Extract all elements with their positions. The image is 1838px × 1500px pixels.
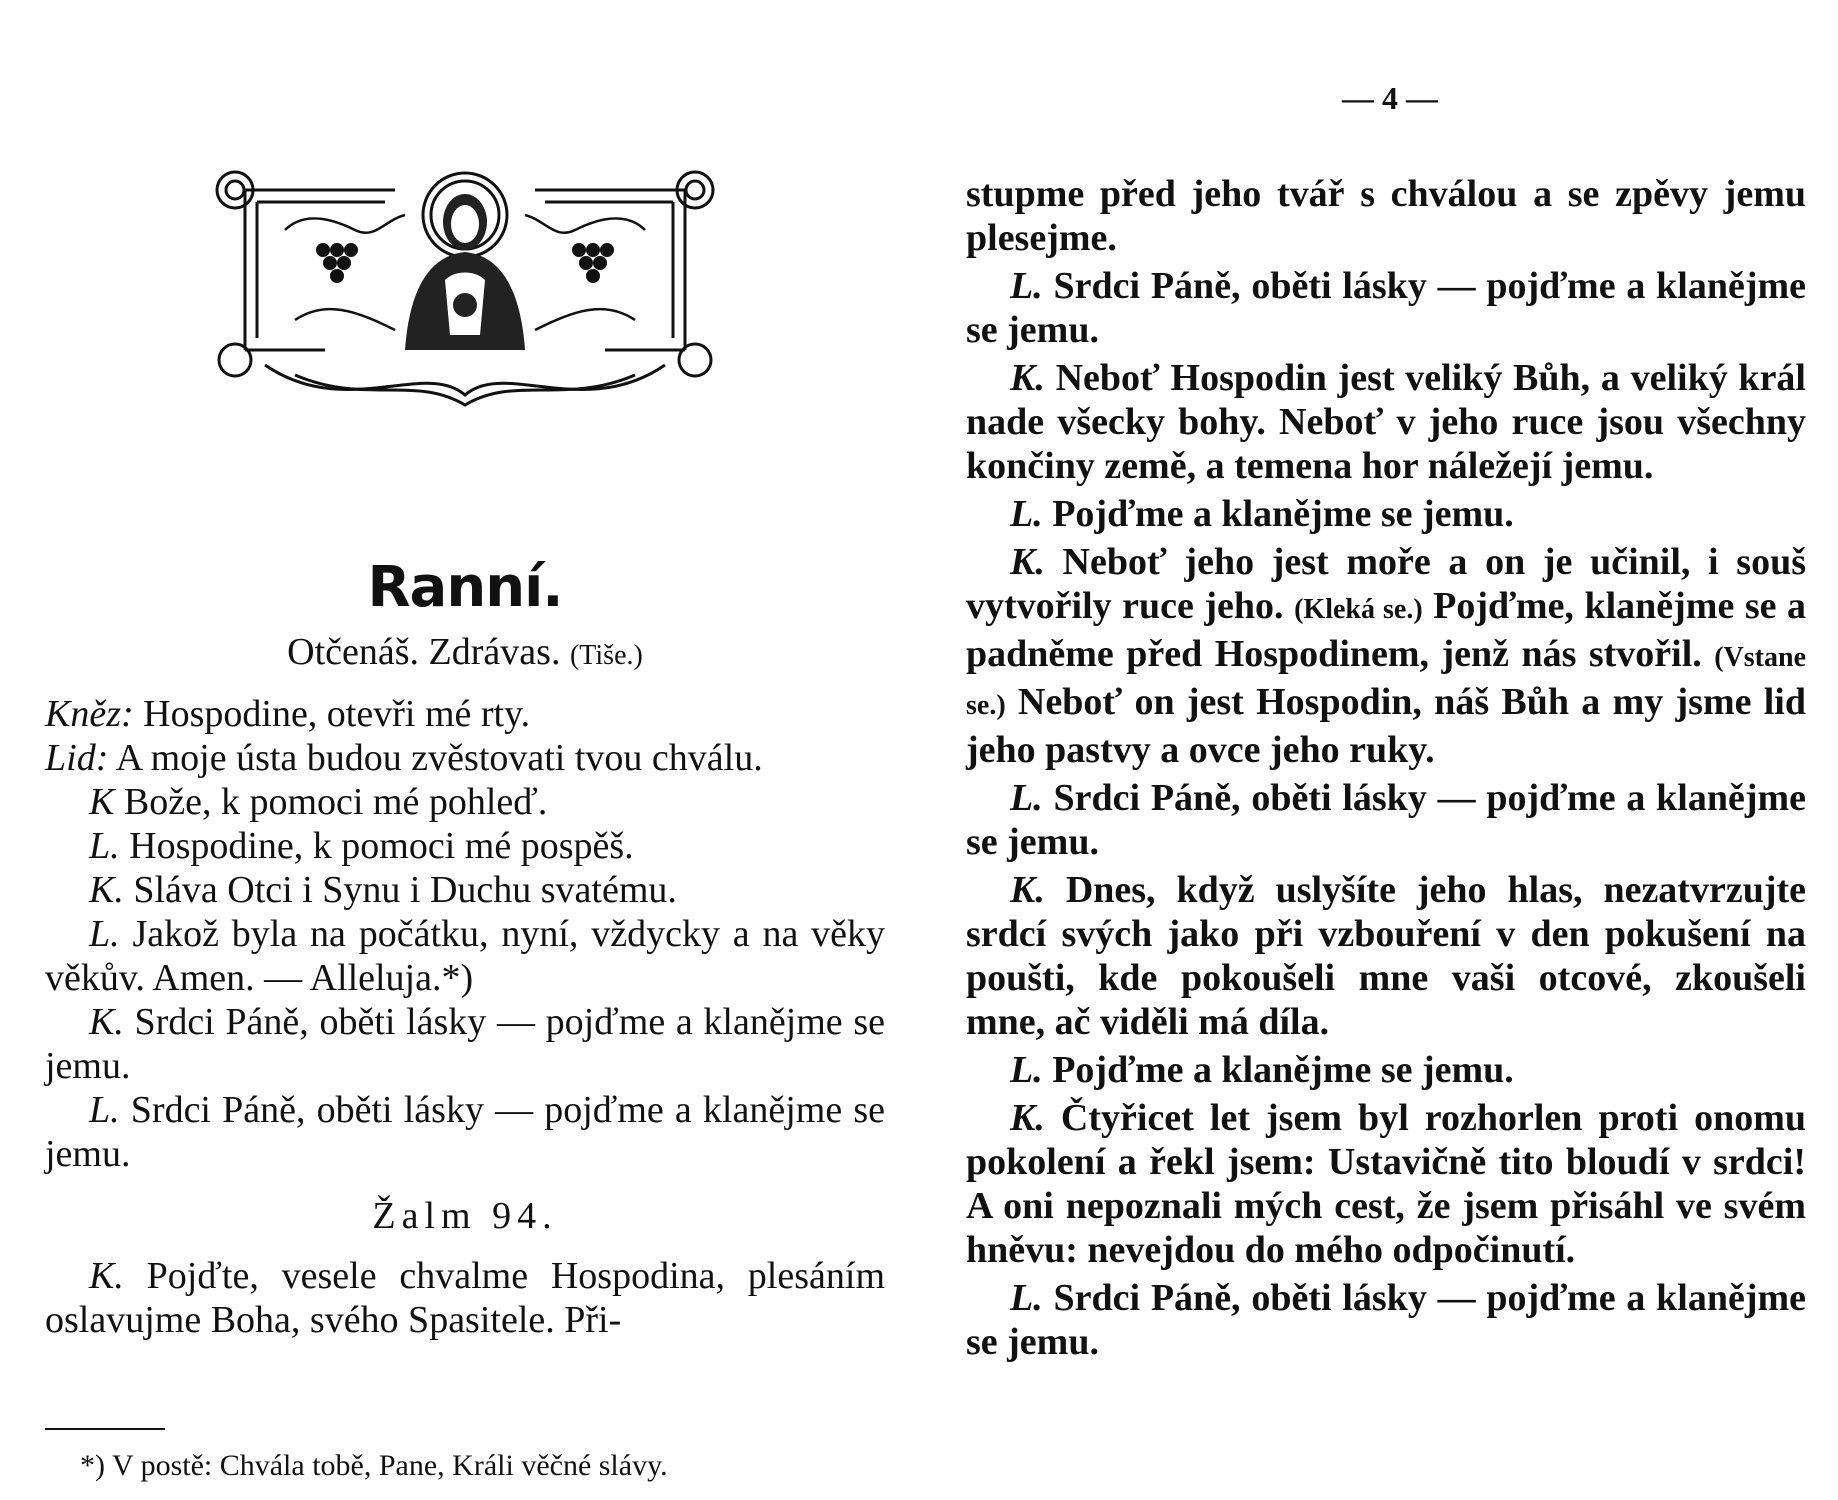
verse-line — [45, 1000, 885, 1088]
verse-text: Srdci Páně, oběti lásky — pojďme a klanějme se jemu. — [966, 1277, 1806, 1363]
speaker-label: L. — [89, 1089, 120, 1131]
rubric-note: (Vstane se.) — [966, 642, 1806, 721]
speaker-label: K. — [1010, 357, 1045, 399]
footnote-rule — [45, 1428, 165, 1430]
verse-text: Neboť Hospodin jest veliký Bůh, a veliký král nade všecky bohy. Neboť v jeho ruce jsou všechny končiny země, a temena hor náležejí jemu. — [966, 357, 1806, 487]
verse-text: Srdci Páně, oběti lásky — pojďme a klanějme se jemu. — [966, 265, 1806, 351]
footnote: *) V postě: Chvála tobě, Pane, Králi věčné slávy. — [80, 1449, 668, 1482]
verse-text: Srdci Páně, oběti lásky — pojďme a klanějme se jemu. — [45, 1089, 885, 1175]
right-column — [966, 172, 1806, 1368]
verse-text: Sláva Otci i Synu i Duchu svatému. — [123, 869, 677, 911]
speaker-label: K. — [89, 869, 124, 911]
verse-text: A moje ústa budou zvěstovati tvou chválu. — [108, 737, 763, 779]
verse-text: Hospodine, otevři mé rty. — [133, 693, 531, 735]
verse-text: Bože, k pomoci mé pohleď. — [114, 781, 548, 823]
verse-line — [45, 912, 885, 1000]
verse-text: Hospodine, k pomoci mé pospěš. — [119, 825, 634, 867]
verse-text: Pojďme a klanějme se jemu. — [1042, 1049, 1514, 1091]
speaker-label: K. — [89, 1255, 124, 1297]
verse-text: Srdci Páně, oběti lásky — pojďme a klanějme se jemu. — [45, 1001, 885, 1087]
intro-line — [45, 630, 885, 678]
speaker-label: L. — [1010, 265, 1043, 307]
verse-text: Pojďme, klanějme se a padněme před Hospodinem, jenž nás stvořil. — [966, 585, 1807, 675]
verse-line — [966, 776, 1806, 864]
speaker-label: Kněz: — [45, 693, 134, 735]
verse-text: Neboť on jest Hospodin, náš Bůh a my jsme lid jeho pastvy a ovce jeho ruky. — [966, 681, 1806, 771]
verse-line — [966, 356, 1806, 488]
sacred-heart-vignette-illustration — [205, 160, 725, 410]
verse-text: Srdci Páně, oběti lásky — pojďme a klanějme se jemu. — [966, 777, 1806, 863]
speaker-label: K. — [1010, 541, 1045, 583]
verse-line — [966, 492, 1806, 536]
verse-line — [45, 780, 885, 824]
speaker-label: L. — [1010, 1277, 1043, 1319]
verse-line — [45, 736, 885, 780]
speaker-label: L. — [1010, 777, 1043, 819]
verse-line — [966, 264, 1806, 352]
speaker-label: K. — [1010, 869, 1045, 911]
section-title: Ranní. — [367, 555, 563, 620]
verse-text: Neboť jeho jest moře a on je učinil, i souš vytvořily ruce jeho. — [966, 541, 1806, 627]
verse-line — [45, 1088, 885, 1176]
verse-line — [966, 1096, 1806, 1272]
verse-line — [966, 868, 1806, 1044]
intro-note: (Tiše.) — [569, 640, 643, 671]
verse-line — [45, 824, 885, 868]
psalm-title: Žalm 94. — [372, 1195, 558, 1237]
speaker-label: L. — [89, 913, 120, 955]
continuation-text: stupme před jeho tvář s chválou a se zpěvy jemu plesejme. — [966, 173, 1806, 259]
speaker-label: L. — [1010, 493, 1043, 535]
intro-text: Otčenáš. Zdrávas. — [287, 631, 561, 673]
verse-line — [966, 540, 1806, 772]
verse-line — [45, 692, 885, 736]
rubric-note: (Kleká se.) — [1294, 594, 1423, 625]
speaker-label: K. — [89, 1001, 124, 1043]
verse-line — [966, 1048, 1806, 1092]
speaker-label: L. — [89, 825, 120, 867]
speaker-label: Lid: — [45, 737, 109, 779]
speaker-label: L. — [1010, 1049, 1043, 1091]
left-column — [45, 555, 885, 1342]
verse-text: Čtyřicet let jsem byl rozhorlen proti onomu pokolení a řekl jsem: Ustavičně tito bloudí v srdci! A oni nepoznali mých cest, že jsem přisáhl ve svém hněvu: nevejdou do mého odpočinutí. — [966, 1097, 1806, 1271]
speaker-label: K — [89, 781, 115, 823]
speaker-label: K. — [1010, 1097, 1045, 1139]
verse-text: Pojďte, vesele chvalme Hospodina, plesáním oslavujme Boha, svého Spasitele. Při- — [45, 1255, 885, 1341]
verse-text: Jakož byla na počátku, nyní, vždycky a na věky věkův. Amen. — Alleluja.*) — [45, 913, 885, 999]
verse-text: Pojďme a klanějme se jemu. — [1042, 493, 1514, 535]
verse-line — [966, 1276, 1806, 1364]
psalm-verse — [45, 1254, 885, 1342]
verse-line — [45, 868, 885, 912]
verse-text: Dnes, když uslyšíte jeho hlas, nezatvrzujte srdcí svých jako při vzbouření v den pokušení na poušti, kde pokoušeli mne vaši otcové, zkoušeli mne, ač viděli má díla. — [966, 869, 1806, 1043]
page-number: — 4 — — [1342, 80, 1438, 116]
